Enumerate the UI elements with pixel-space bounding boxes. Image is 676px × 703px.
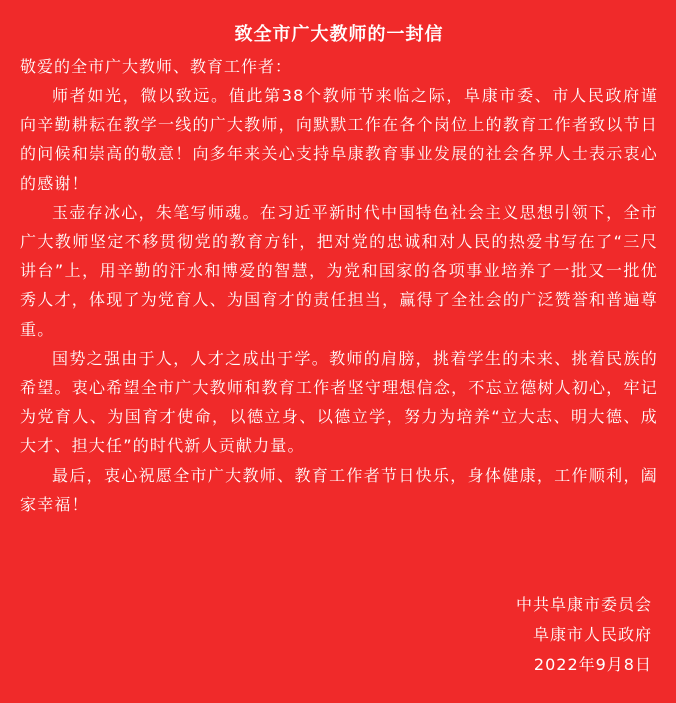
paragraph-1: 师者如光，微以致远。值此第38个教师节来临之际，阜康市委、市人民政府谨向辛勤耕耘在教学一线的广大教师，向默默工作在各个岗位上的教育工作者致以节日的问候和崇高的敬意！向多年来关心支持阜康教育事业发展的社会各界人士表示衷心的感谢！	[20, 86, 658, 193]
signature-block	[516, 590, 652, 680]
salutation: 敬爱的全市广大教师、教育工作者：	[20, 57, 293, 76]
paragraph-4: 最后，衷心祝愿全市广大教师、教育工作者节日快乐，身体健康，工作顺利，阖家幸福！	[20, 465, 658, 514]
signature-date: 2022年9月8日	[533, 655, 652, 674]
paragraph-3: 国势之强由于人，人才之成出于学。教师的肩膀，挑着学生的未来、挑着民族的希望。衷心希望全市广大教师和教育工作者坚守理想信念，不忘立德树人初心，牢记为党育人、为国育才使命，以德立身、以德立学，努力为培养“立大志、明大德、成大才、担大任”的时代新人贡献力量。	[20, 348, 658, 456]
letter-title: 致全市广大教师的一封信	[234, 24, 444, 45]
paragraph-2: 玉壶存冰心，朱笔写师魂。在习近平新时代中国特色社会主义思想引领下，全市广大教师坚定不移贯彻党的教育方针，把对党的忠诚和对人民的热爱书写在了“三尺讲台”上，用辛勤的汗水和博爱的智慧，为党和国家的各项事业培养了一批又一批优秀人才，体现了为党育人、为国育才的责任担当，赢得了全社会的广泛赞誉和普遍尊重。	[20, 202, 658, 339]
signature-government: 阜康市人民政府	[532, 625, 652, 644]
signature-party-committee: 中共阜康市委员会	[515, 595, 652, 614]
